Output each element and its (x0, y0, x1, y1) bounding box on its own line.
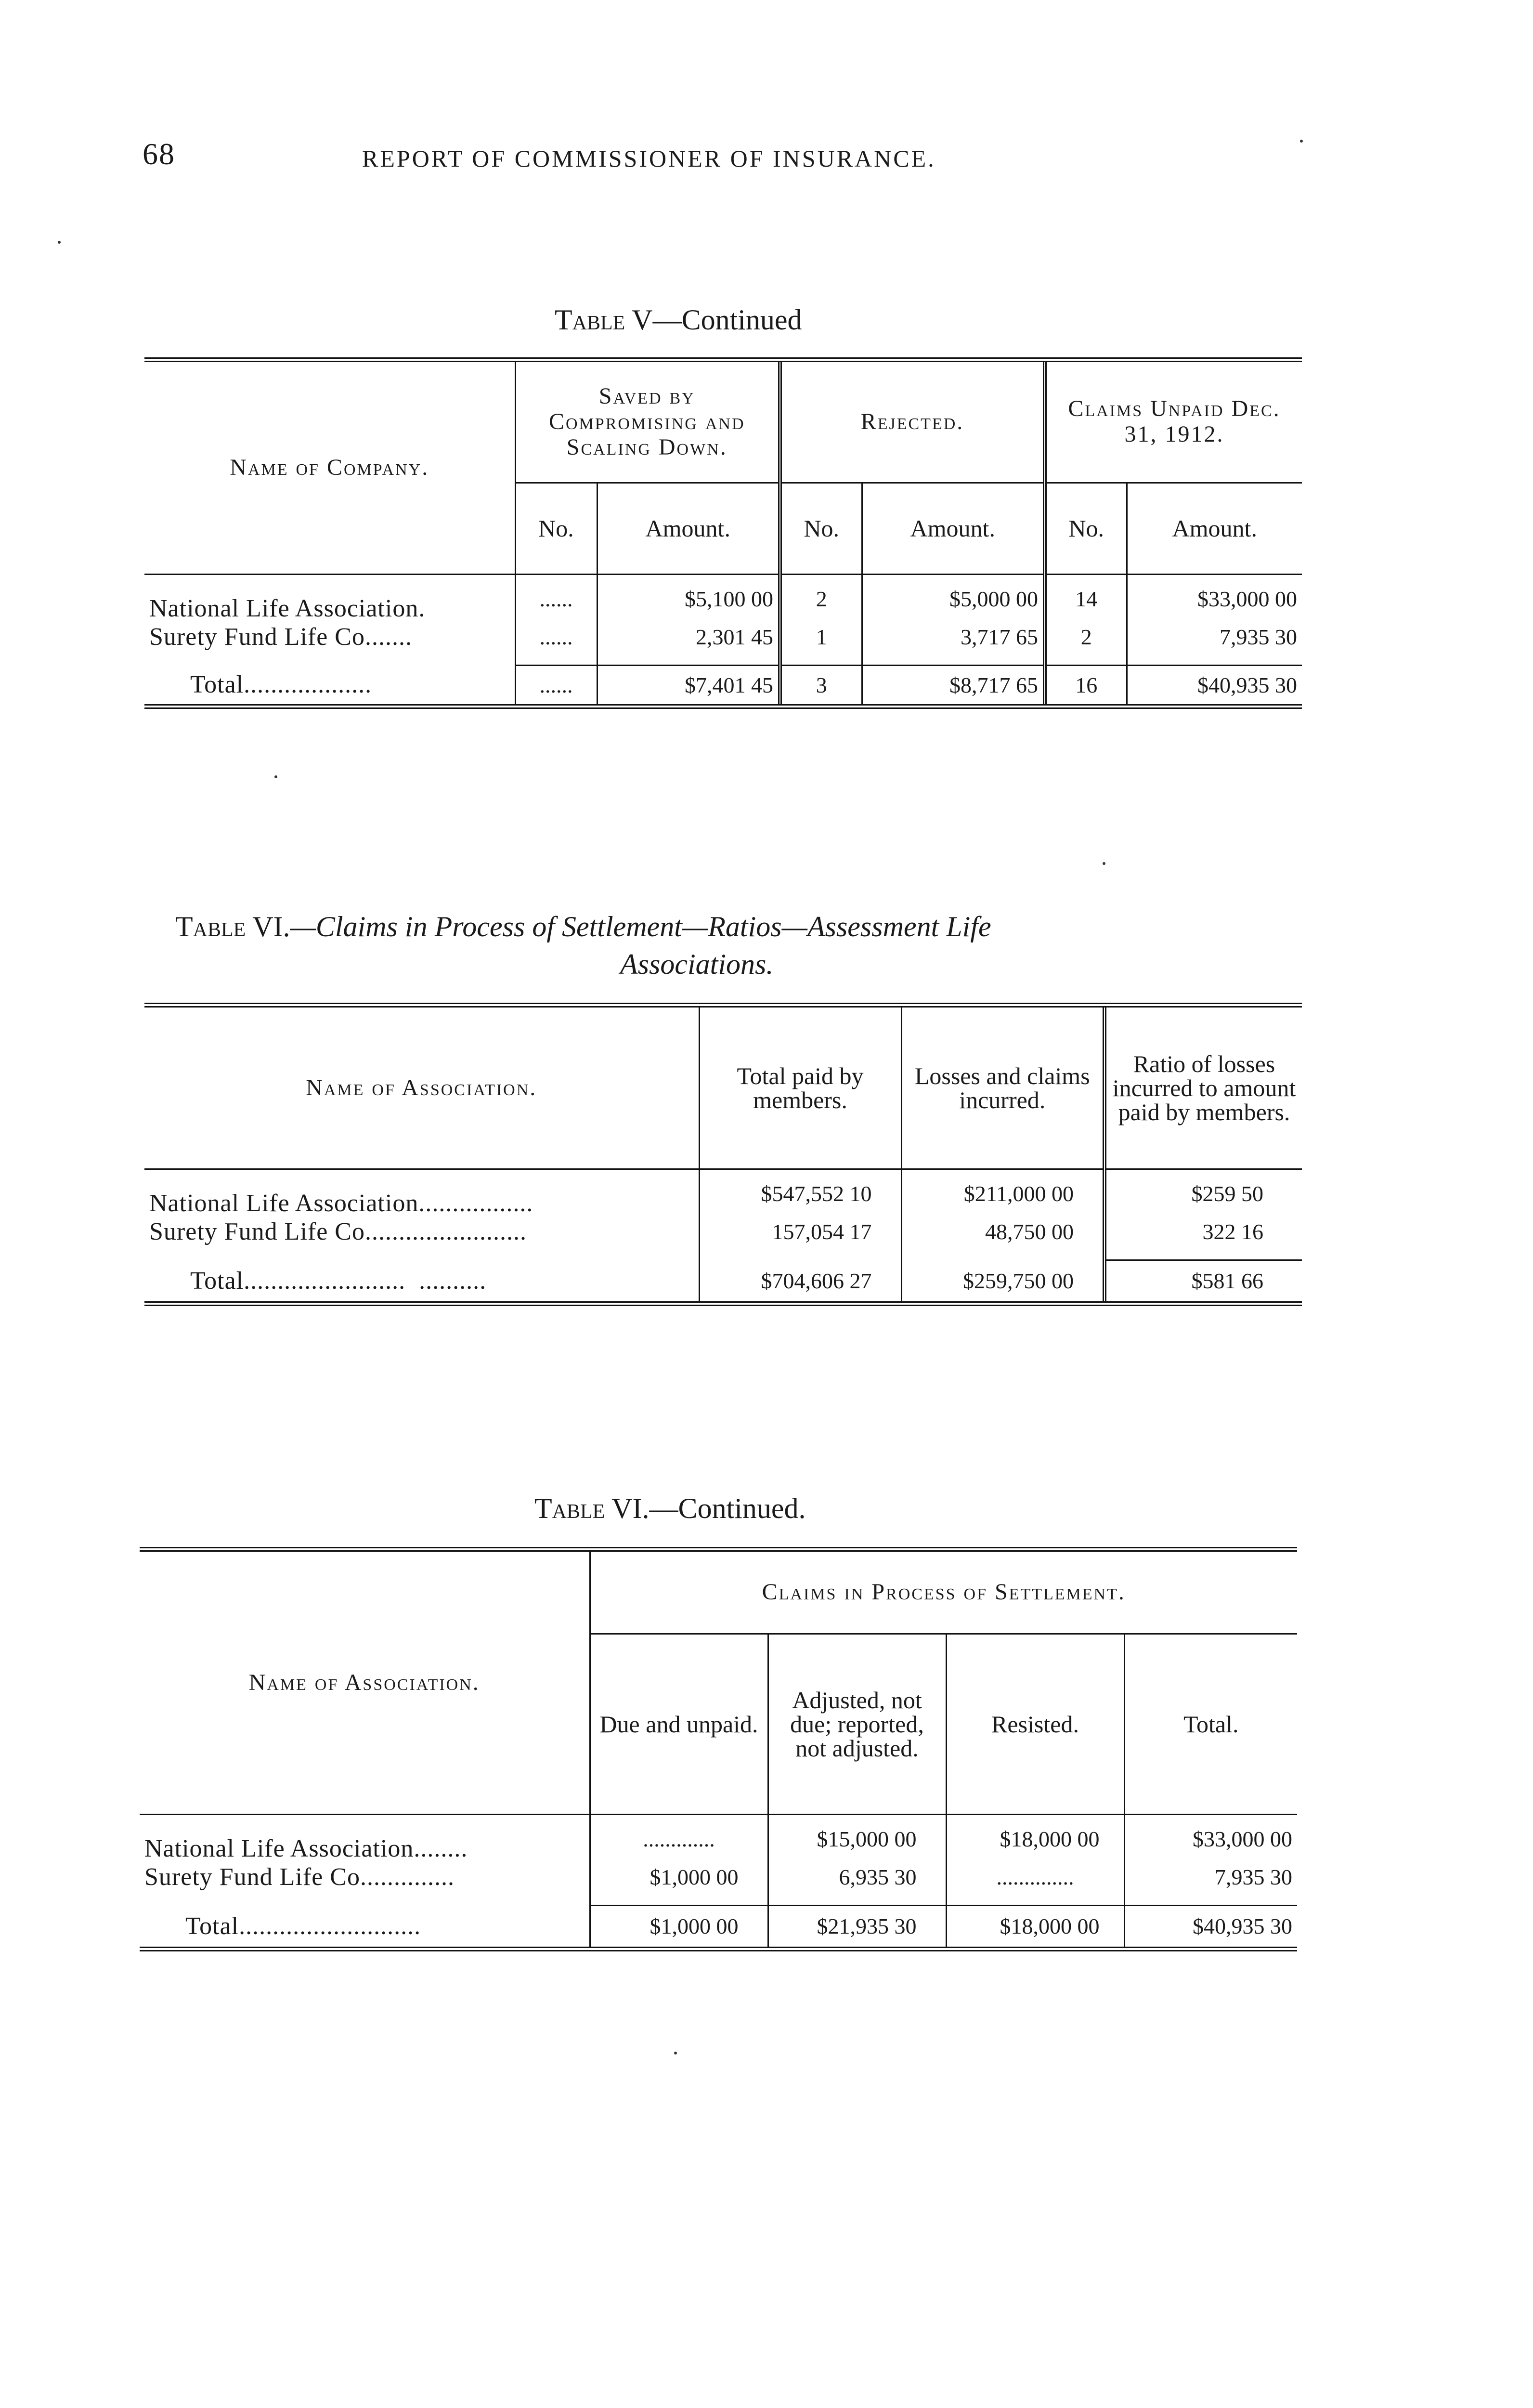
table-vi-cont-total-name: Total........................... (185, 1912, 421, 1940)
table-v-row-1-unpaid-amount: $33,000 00 (1127, 574, 1302, 623)
table-vi-row-1-ratio: $259 50 (1104, 1169, 1302, 1217)
table-vi-row-1-name: National Life Association................. (149, 1189, 533, 1217)
table-v-total-rejected-amount: $8,717 65 (862, 666, 1045, 707)
table-v-row-2-rejected-no: 1 (780, 623, 862, 651)
table-vi-cont-total-adjusted: $21,935 30 (768, 1906, 946, 1949)
table-v (144, 357, 1302, 709)
table-vi-cont-header-name: Name of Association. (140, 1549, 590, 1814)
table-row (144, 666, 1302, 707)
running-head: REPORT OF COMMISSIONER OF INSURANCE. (362, 145, 936, 172)
table-v-header-saved-amount: Amount. (597, 483, 780, 574)
table-v-caption (555, 303, 802, 337)
table-vi-row-2-ratio: 322 16 (1104, 1217, 1302, 1246)
table-v-header-rejected-amount: Amount. (862, 483, 1045, 574)
table-vi-cont-header-due: Due and unpaid. (590, 1634, 768, 1814)
table-v-total-saved-amount: $7,401 45 (597, 666, 780, 707)
table-vi-cont-row-2-resisted: .............. (946, 1863, 1124, 1891)
table-vi-total-losses: $259,750 00 (901, 1260, 1104, 1304)
table-vi-header-name: Name of Association. (144, 1005, 699, 1169)
table-v-total-name: Total................... (190, 671, 372, 698)
table-v-row-2-unpaid-amount: 7,935 30 (1127, 623, 1302, 651)
table-vi-cont (140, 1547, 1297, 1951)
table-v-total-unpaid-no: 16 (1045, 666, 1127, 707)
table-vi-cont-total-resisted: $18,000 00 (946, 1906, 1124, 1949)
table-vi-caption-num: VI. (252, 911, 290, 942)
table-v-row-2-saved-amount: 2,301 45 (597, 623, 780, 651)
table-vi-cont-total-due: $1,000 00 (590, 1906, 768, 1949)
table-vi-cont-row-2-total: 7,935 30 (1124, 1863, 1297, 1891)
table-v-row-2-rejected-amount: 3,717 65 (862, 623, 1045, 651)
table-v-header-unpaid: Claims Unpaid Dec. 31, 1912. (1045, 360, 1302, 483)
scan-speck (1103, 862, 1105, 865)
scan-speck (1300, 140, 1303, 143)
table-v-header-rejected: Rejected. (780, 360, 1045, 483)
table-vi-cont-caption-prefix: Table (534, 1492, 605, 1524)
table-v-row-1-saved-no: ...... (515, 574, 597, 623)
table-row (140, 1814, 1297, 1863)
table-vi-cont-header-total: Total. (1124, 1634, 1297, 1814)
table-vi-cont-header-resisted: Resisted. (946, 1634, 1124, 1814)
table-vi-cont-header-adjusted: Adjusted, not due; reported, not adjusted. (768, 1634, 946, 1814)
table-v-caption-rest: V—Continued (632, 304, 802, 336)
table-vi-caption-line2: Associations. (620, 948, 774, 980)
table-vi-row-2-losses: 48,750 00 (901, 1217, 1104, 1246)
scan-speck (274, 775, 277, 778)
table-row (144, 1217, 1302, 1246)
table-vi-cont-row-2-adjusted: 6,935 30 (768, 1863, 946, 1891)
table-vi-cont-row-1-total: $33,000 00 (1124, 1814, 1297, 1863)
table-vi-total-total-paid: $704,606 27 (699, 1260, 901, 1304)
table-v-header-rejected-no: No. (780, 483, 862, 574)
table-v-header-unpaid-no: No. (1045, 483, 1127, 574)
table-vi-header-total-paid: Total paid by members. (699, 1005, 901, 1169)
table-v-row-1-rejected-amount: $5,000 00 (862, 574, 1045, 623)
table-vi (144, 1003, 1302, 1306)
table-vi-cont-total-total: $40,935 30 (1124, 1906, 1297, 1949)
table-v-row-1-saved-amount: $5,100 00 (597, 574, 780, 623)
table-v-header-unpaid-amount: Amount. (1127, 483, 1302, 574)
table-vi-row-1-losses: $211,000 00 (901, 1169, 1104, 1217)
table-vi-caption-prefix: Table (175, 911, 246, 942)
table-vi-row-2-total-paid: 157,054 17 (699, 1217, 901, 1246)
table-v-row-1-rejected-no: 2 (780, 574, 862, 623)
table-vi-cont-header-group: Claims in Process of Settlement. (590, 1549, 1297, 1634)
table-v-total-unpaid-amount: $40,935 30 (1127, 666, 1302, 707)
table-v-total-rejected-no: 3 (780, 666, 862, 707)
table-row (140, 1863, 1297, 1891)
table-row (144, 623, 1302, 651)
scan-speck (674, 2052, 677, 2055)
table-vi-caption-title: —Claims in Process of Settlement—Ratios—Assessment Life (290, 911, 991, 942)
table-vi-row-1-total-paid: $547,552 10 (699, 1169, 901, 1217)
table-vi-cont-row-1-name: National Life Association........ (144, 1834, 468, 1862)
table-vi-cont-caption (534, 1492, 806, 1525)
table-v-total-saved-no: ...... (515, 666, 597, 707)
table-row (140, 1906, 1297, 1949)
table-row (144, 1169, 1302, 1217)
table-vi-cont-row-2-due: $1,000 00 (590, 1863, 768, 1891)
table-vi-cont-row-2-name: Surety Fund Life Co.............. (144, 1863, 455, 1891)
table-v-header-saved-no: No. (515, 483, 597, 574)
table-vi-cont-row-1-resisted: $18,000 00 (946, 1814, 1124, 1863)
table-vi-total-ratio: $581 66 (1104, 1260, 1302, 1304)
table-v-header-name: Name of Company. (144, 360, 515, 574)
table-v-row-1-unpaid-no: 14 (1045, 574, 1127, 623)
table-vi-cont-row-1-adjusted: $15,000 00 (768, 1814, 946, 1863)
page-number: 68 (143, 137, 175, 171)
table-v-header-saved: Saved by Compromising and Scaling Down. (515, 360, 780, 483)
table-v-row-2-name: Surety Fund Life Co....... (149, 623, 412, 651)
table-row (144, 574, 1302, 623)
table-v-caption-prefix: Table (555, 304, 625, 336)
table-row (144, 1260, 1302, 1304)
table-vi-cont-row-1-due: ............. (590, 1814, 768, 1863)
table-vi-header-losses: Losses and claims incurred. (901, 1005, 1104, 1169)
table-vi-total-name: Total........................ .......... (190, 1267, 487, 1295)
table-vi-cont-caption-rest: VI.—Continued. (611, 1492, 806, 1524)
table-v-row-2-unpaid-no: 2 (1045, 623, 1127, 651)
table-vi-header-ratio: Ratio of losses incurred to amount paid by members. (1104, 1005, 1302, 1169)
scan-speck (58, 241, 61, 244)
table-vi-row-2-name: Surety Fund Life Co........................ (149, 1217, 527, 1245)
table-v-row-2-saved-no: ...... (515, 623, 597, 651)
table-v-row-1-name: National Life Association. (149, 594, 426, 622)
table-vi-caption (175, 910, 991, 943)
